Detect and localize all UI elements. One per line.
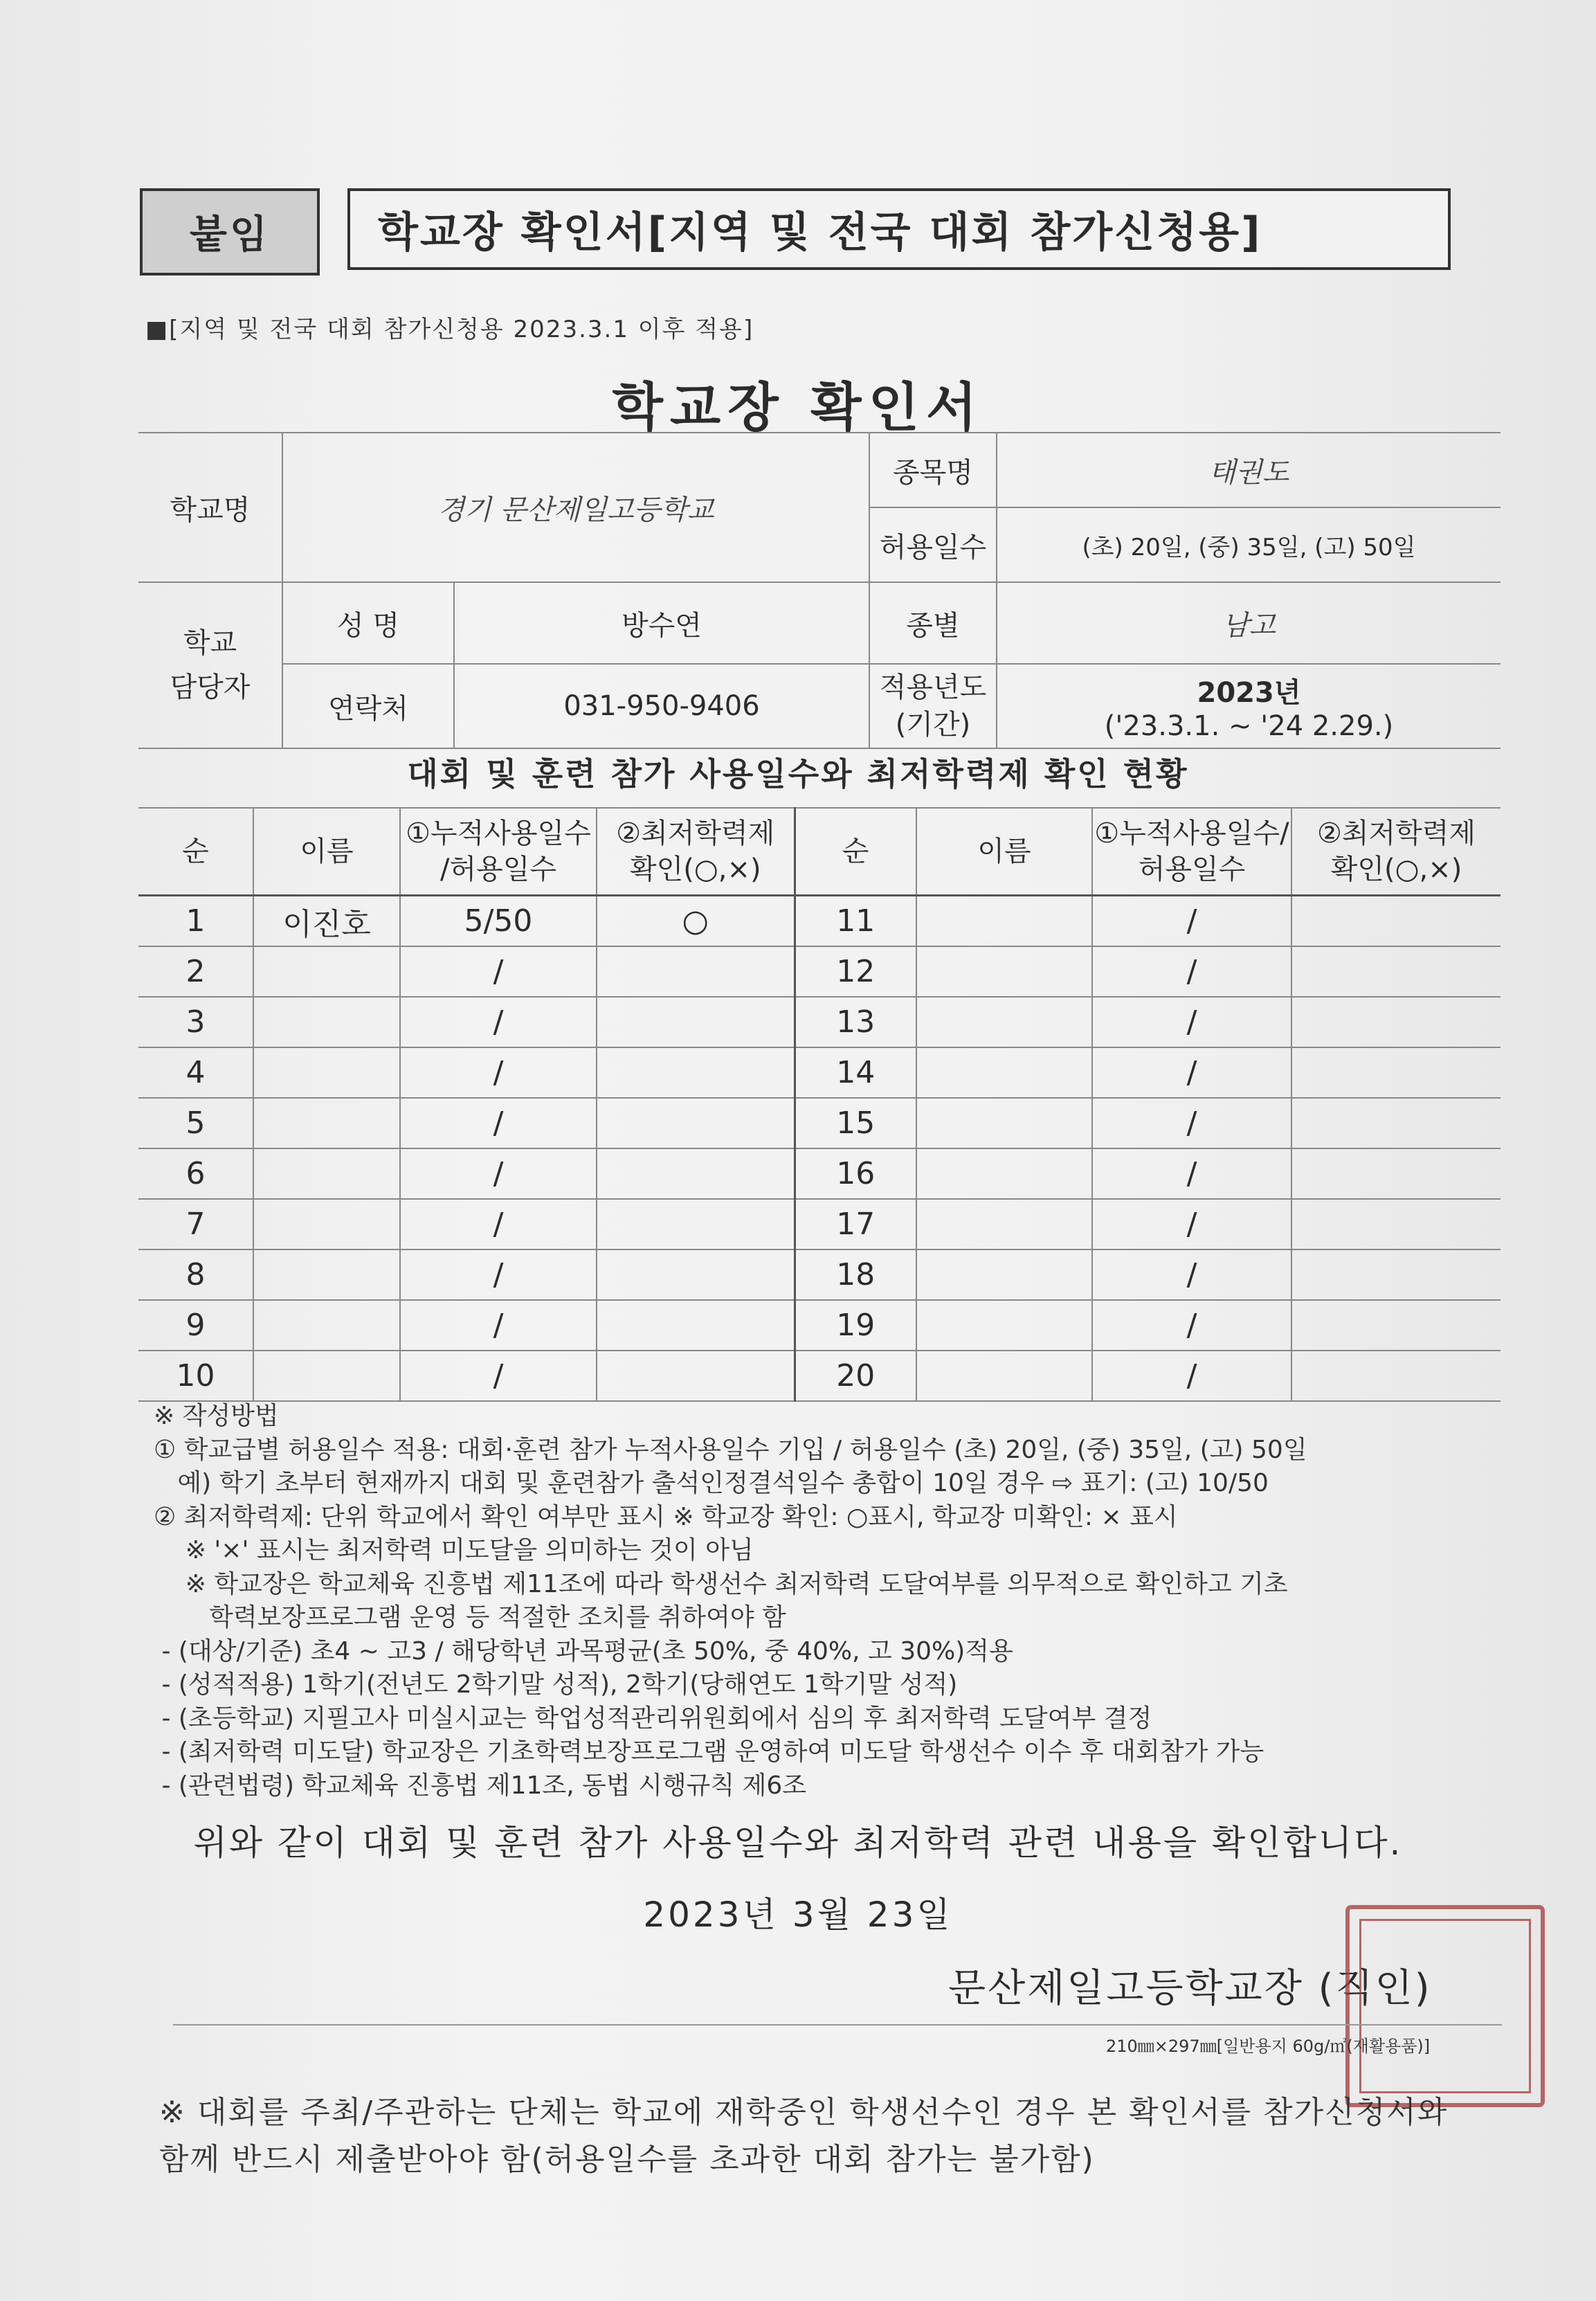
event-label: 종목명 — [869, 433, 997, 507]
category-value: 남고 — [997, 582, 1500, 664]
table-row — [138, 997, 1500, 1047]
instruction-line: 예) 학기 초부터 현재까지 대회 및 훈련참가 출석인정결석일수 총합이 10일 경우 ⇨ 표기: (고) 10/50 — [154, 1469, 1269, 1497]
instruction-line: 학력보장프로그램 운영 등 적절한 조치를 취하여야 함 — [154, 1603, 786, 1632]
row-number-left: 9 — [138, 1300, 253, 1351]
manager-name-value: 방수연 — [454, 582, 869, 664]
table-row — [138, 1047, 1500, 1098]
row-number-left: 2 — [138, 946, 253, 997]
confirmation-statement: 위와 같이 대회 및 훈련 참가 사용일수와 최저학력 관련 내용을 확인합니다. — [193, 1823, 1403, 1863]
header-title-box — [347, 188, 1451, 270]
name-cell-left: 이진호 — [253, 896, 400, 947]
manager-name-label: 성 명 — [282, 582, 454, 664]
days-cell-right: / — [1092, 1199, 1291, 1249]
check-cell-right — [1291, 1199, 1500, 1249]
check-cell-left — [597, 1199, 795, 1249]
header-name-left: 이름 — [253, 808, 400, 896]
days-cell-left: / — [400, 1098, 597, 1148]
row-number-right: 20 — [795, 1351, 916, 1401]
row-number-left: 4 — [138, 1047, 253, 1098]
days-cell-right: / — [1092, 997, 1291, 1047]
name-cell-left — [253, 1148, 400, 1199]
section-title: 대회 및 훈련 참가 사용일수와 최저학력제 확인 현황 — [407, 755, 1189, 793]
instruction-line: - (최저학력 미도달) 학교장은 기초학력보장프로그램 운영하여 미도달 학생선수 이수 후 대회참가 가능 — [154, 1738, 1264, 1766]
name-cell-left — [253, 1047, 400, 1098]
table-row — [138, 946, 1500, 997]
principal-signature-line: 문산제일고등학교장 (직인) — [948, 1966, 1432, 2011]
row-number-left: 1 — [138, 896, 253, 947]
name-cell-right — [916, 1351, 1092, 1401]
name-cell-right — [916, 997, 1092, 1047]
allowed-days-value: (초) 20일, (중) 35일, (고) 50일 — [997, 507, 1500, 582]
applicability-note: ■[지역 및 전국 대회 참가신청용 2023.3.1 이후 적용] — [145, 316, 754, 343]
instruction-line: - (성적적용) 1학기(전년도 2학기말 성적), 2학기(당해연도 1학기말 성적) — [154, 1670, 958, 1699]
instruction-line: ② 최저학력제: 단위 학교에서 확인 여부만 표시 ※ 학교장 확인: ○표시, 학교장 미확인: × 표시 — [154, 1502, 1178, 1531]
check-cell-right — [1291, 1047, 1500, 1098]
check-cell-right — [1291, 1351, 1500, 1401]
instruction-line: ※ 작성방법 — [154, 1402, 279, 1430]
name-cell-left — [253, 1249, 400, 1300]
name-cell-right — [916, 1047, 1092, 1098]
check-cell-left — [597, 1300, 795, 1351]
row-number-right: 19 — [795, 1300, 916, 1351]
event-value: 태권도 — [997, 433, 1500, 507]
issue-date: 2023년 3월 23일 — [643, 1895, 953, 1935]
year-label: 적용년도 (기간) — [869, 664, 997, 748]
row-number-right: 17 — [795, 1199, 916, 1249]
instruction-line: ※ 학교장은 학교체육 진흥법 제11조에 따라 학생선수 최저학력 도달여부를 의무적으로 확인하고 기초 — [154, 1569, 1288, 1598]
name-cell-right — [916, 1249, 1092, 1300]
days-cell-left: 5/50 — [400, 896, 597, 947]
header-no-left: 순 — [138, 808, 253, 896]
header-no-right: 순 — [795, 808, 916, 896]
days-cell-right: / — [1092, 1098, 1291, 1148]
category-label: 종별 — [869, 582, 997, 664]
name-cell-right — [916, 896, 1092, 947]
row-number-right: 18 — [795, 1249, 916, 1300]
attachment-tag — [140, 188, 320, 276]
instruction-line: ※ '×' 표시는 최저학력 미도달을 의미하는 것이 아님 — [154, 1536, 754, 1564]
footer-line-1: ※ 대회를 주최/주관하는 단체는 학교에 재학중인 학생선수인 경우 본 확인서를 참가신청서와 — [159, 2095, 1449, 2130]
name-cell-left — [253, 946, 400, 997]
days-cell-right: / — [1092, 1148, 1291, 1199]
contact-value: 031-950-9406 — [454, 664, 869, 748]
days-cell-left: / — [400, 1047, 597, 1098]
days-cell-left: / — [400, 997, 597, 1047]
instruction-line: - (대상/기준) 초4 ~ 고3 / 해당학년 과목평균(초 50%, 중 40%, 고 30%)적용 — [154, 1636, 1013, 1666]
row-number-right: 15 — [795, 1098, 916, 1148]
table-row — [138, 1199, 1500, 1249]
check-cell-left — [597, 1148, 795, 1199]
check-cell-right — [1291, 1148, 1500, 1199]
instruction-line: - (초등학교) 지필고사 미실시교는 학업성적관리위원회에서 심의 후 최저학력 도달여부 결정 — [154, 1704, 1152, 1733]
contact-label: 연락처 — [282, 664, 454, 748]
check-cell-right — [1291, 946, 1500, 997]
official-seal-stamp — [1345, 1905, 1545, 2107]
check-cell-left: ○ — [597, 896, 795, 947]
row-number-left: 8 — [138, 1249, 253, 1300]
name-cell-right — [916, 1300, 1092, 1351]
row-number-right: 16 — [795, 1148, 916, 1199]
year-period: ('23.3.1. ~ '24 2.29.) — [1104, 710, 1394, 742]
table-row — [138, 1300, 1500, 1351]
table-row — [138, 1249, 1500, 1300]
row-number-left: 7 — [138, 1199, 253, 1249]
name-cell-right — [916, 946, 1092, 997]
instructions — [154, 1400, 1510, 1803]
check-cell-right — [1291, 997, 1500, 1047]
table-row — [138, 1098, 1500, 1148]
check-cell-left — [597, 997, 795, 1047]
row-number-right: 13 — [795, 997, 916, 1047]
year-value: 2023년 — [1197, 676, 1301, 709]
name-cell-right — [916, 1199, 1092, 1249]
check-cell-right — [1291, 1249, 1500, 1300]
table-header-row — [138, 808, 1500, 896]
header-check-right: ②최저학력제 확인(○,×) — [1291, 808, 1500, 896]
divider — [173, 2024, 1502, 2025]
header-name-right: 이름 — [916, 808, 1092, 896]
days-cell-left: / — [400, 1300, 597, 1351]
days-cell-right: / — [1092, 1249, 1291, 1300]
row-number-left: 6 — [138, 1148, 253, 1199]
check-cell-left — [597, 1047, 795, 1098]
header-check-left: ②최저학력제 확인(○,×) — [597, 808, 795, 896]
check-cell-right — [1291, 1098, 1500, 1148]
header-days-left: ①누적사용일수 /허용일수 — [400, 808, 597, 896]
participation-table — [138, 807, 1500, 1402]
header-title: 학교장 확인서[지역 및 전국 대회 참가신청용] — [378, 208, 1262, 257]
allowed-days-label: 허용일수 — [869, 507, 997, 582]
name-cell-left — [253, 1199, 400, 1249]
school-name-value: 경기 문산제일고등학교 — [282, 433, 869, 582]
table-body — [138, 896, 1500, 1402]
row-number-right: 11 — [795, 896, 916, 947]
name-cell-left — [253, 1300, 400, 1351]
row-number-left: 3 — [138, 997, 253, 1047]
manager-label: 학교 담당자 — [138, 582, 282, 748]
year-cell — [997, 664, 1500, 748]
days-cell-left: / — [400, 1351, 597, 1401]
attachment-tag-label: 붙임 — [189, 213, 271, 258]
days-cell-left: / — [400, 946, 597, 997]
name-cell-left — [253, 1098, 400, 1148]
check-cell-left — [597, 1351, 795, 1401]
check-cell-right — [1291, 896, 1500, 947]
footer-note — [159, 2089, 1474, 2183]
header-days-right: ①누적사용일수/ 허용일수 — [1092, 808, 1291, 896]
days-cell-left: / — [400, 1249, 597, 1300]
name-cell-right — [916, 1148, 1092, 1199]
row-number-left: 10 — [138, 1351, 253, 1401]
paper-spec: 210㎜×297㎜[일반용지 60g/㎡(재활용품)] — [1106, 2037, 1431, 2056]
name-cell-left — [253, 1351, 400, 1401]
footer-line-2: 함께 반드시 제출받아야 함(허용일수를 초과한 대회 참가는 불가함) — [159, 2142, 1095, 2177]
days-cell-left: / — [400, 1199, 597, 1249]
days-cell-right: / — [1092, 1047, 1291, 1098]
check-cell-left — [597, 1249, 795, 1300]
check-cell-left — [597, 1098, 795, 1148]
document-title: 학교장 확인서 — [612, 377, 984, 438]
days-cell-right: / — [1092, 896, 1291, 947]
table-row — [138, 896, 1500, 947]
check-cell-left — [597, 946, 795, 997]
row-number-right: 14 — [795, 1047, 916, 1098]
row-number-right: 12 — [795, 946, 916, 997]
table-row — [138, 1148, 1500, 1199]
table-row — [138, 1351, 1500, 1401]
check-cell-right — [1291, 1300, 1500, 1351]
days-cell-right: / — [1092, 1351, 1291, 1401]
row-number-left: 5 — [138, 1098, 253, 1148]
school-info-table — [138, 432, 1500, 749]
instruction-line: ① 학교급별 허용일수 적용: 대회·훈련 참가 누적사용일수 기입 / 허용일수 (초) 20일, (중) 35일, (고) 50일 — [154, 1435, 1307, 1464]
days-cell-right: / — [1092, 1300, 1291, 1351]
instruction-line: - (관련법령) 학교체육 진흥법 제11조, 동법 시행규칙 제6조 — [154, 1771, 807, 1800]
days-cell-left: / — [400, 1148, 597, 1199]
days-cell-right: / — [1092, 946, 1291, 997]
name-cell-right — [916, 1098, 1092, 1148]
name-cell-left — [253, 997, 400, 1047]
school-name-label: 학교명 — [138, 433, 282, 582]
